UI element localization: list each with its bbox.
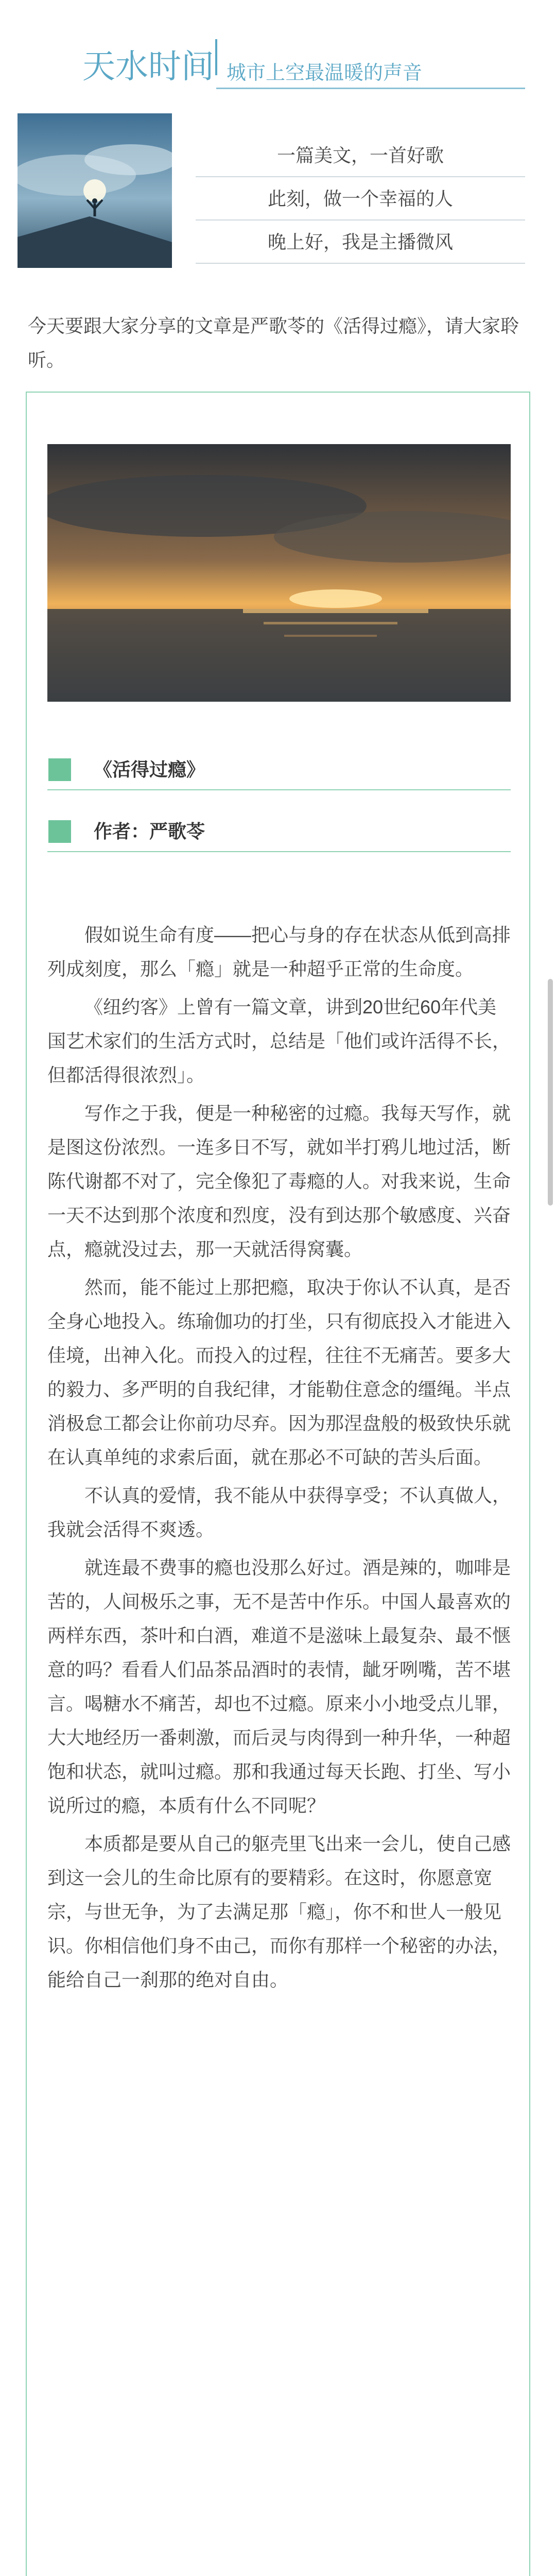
article-paragraph: 就连最不费事的瘾也没那么好过。酒是辣的，咖啡是苦的，人间极乐之事，无不是苦中作乐。中国人最喜欢的两样东西，茶叶和白酒，难道不是滋味上最复杂、最不惬意的吗？看看人们品茶品酒时的表情，龇牙咧嘴，苦不堪言。喝糖水不痛苦，却也不过瘾。原来小小地受点儿罪，大大地经历一番刺激，而后灵与肉得到一种升华，一种超饱和状态，就叫过瘾。那和我通过每天长跑、打坐、写小说所过的瘾，本质有什么不同呢？	[47, 1557, 511, 1816]
article-paragraph: 然而，能不能过上那把瘾，取决于你认不认真，是否全身心地投入。练瑜伽功的打坐，只有彻底投入才能进入佳境，出神入化。而投入的过程，往往不无痛苦。要多大的毅力、多严明的自我纪律，才能勒住意念的缰绳。半点消极怠工都会让你前功尽弃。因为那涅盘般的极致快乐就在认真单纯的求索后面，就在那必不可缺的苦头后面。	[47, 1277, 511, 1468]
article-author: 作者：严歌苓	[94, 821, 205, 842]
article-paragraph: 本质都是要从自己的躯壳里飞出来一会儿，使自己感到这一会儿的生命比原有的要精彩。在这时，你愿意宽宗，与世无争，为了去满足那「瘾」，你不和世人一般见识。你相信他们身不由己，而你有那样一个秘密的办法，能给自己一刹那的绝对自由。	[47, 1833, 511, 1990]
lead-paragraph: 今天要跟大家分享的文章是严歌苓的《活得过瘾》，请大家聆听。	[28, 315, 519, 370]
intro-line: 此刻，做一个幸福的人	[196, 182, 525, 221]
article-author-section	[47, 815, 511, 852]
article-paragraph: 《纽约客》上曾有一篇文章，讲到20世纪60年代美国艺术家们的生活方式时，总结是「他们或许活得不长，但都活得很浓烈」。	[47, 996, 511, 1086]
article-card	[26, 392, 530, 2576]
brand-tagline: 城市上空最温暖的声音	[227, 62, 423, 84]
brand-title: 天水时间	[82, 48, 214, 85]
article-title: 《活得过瘾》	[94, 759, 205, 780]
brand-underline	[216, 88, 525, 89]
article-paragraph: 假如说生命有度——把心与身的存在状态从低到高排列成刻度，那么「瘾」就是一种超乎正常的生命度。	[47, 924, 511, 979]
article-body	[47, 918, 511, 2001]
intro-line: 晚上好，我是主播微风	[196, 226, 525, 264]
sunset-photo	[47, 444, 511, 702]
article-paragraph: 写作之于我，便是一种秘密的过瘾。我每天写作，就是图这份浓烈。一连多日不写，就如半打鸦儿地过活，断陈代谢都不对了，完全像犯了毒瘾的人。对我来说，生命一天不达到那个浓度和烈度，没有到达那个敏感度、兴奋点，瘾就没过去，那一天就活得窝囊。	[47, 1103, 511, 1260]
article-title-section	[47, 753, 511, 790]
section-marker	[48, 758, 71, 781]
banner-image	[18, 113, 172, 268]
section-marker	[48, 820, 71, 843]
intro-lines	[196, 139, 525, 269]
header	[0, 0, 556, 268]
brand-separator	[215, 39, 217, 75]
article-paragraph: 不认真的爱情，我不能从中获得享受；不认真做人，我就会活得不爽透。	[47, 1485, 511, 1540]
scrollbar[interactable]	[548, 979, 553, 1206]
intro-line: 一篇美文，一首好歌	[196, 139, 525, 177]
